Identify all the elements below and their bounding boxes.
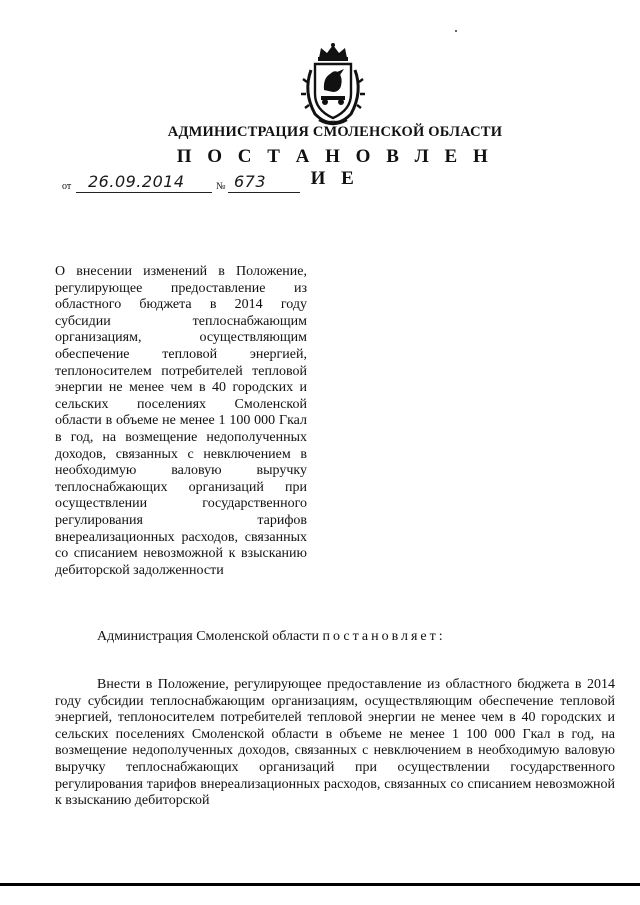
coat-of-arms-icon bbox=[297, 42, 369, 126]
scan-speck bbox=[455, 30, 457, 32]
number-label: № bbox=[216, 181, 226, 192]
decree-statement bbox=[97, 629, 446, 645]
date-label: от bbox=[62, 181, 72, 192]
document-type-title: П О С Т А Н О В Л Е Н И Е bbox=[176, 146, 494, 189]
body-paragraph: Внести в Положение, регулирующее предоставление из областного бюджета в 2014 году субсидии теплоснабжающим организациям, осуществляющим обеспечение тепловой энергией, теплоносителем потребителей тепловой энергии не менее чем в 40 городских и сельских поселениях Смоленской области в объеме не менее 1 100 000 Гкал в год, на возмещение недополученных доходов, связанных с невключением в необходимую валовую выручку теплоснабжающих организаций при осуществлении государственного регулирования тарифов внереализационных расходов, связанных со списанием невозможной к взысканию дебиторской bbox=[55, 677, 615, 809]
date-underline bbox=[76, 192, 212, 193]
agency-title: АДМИНИСТРАЦИЯ СМОЛЕНСКОЙ ОБЛАСТИ bbox=[167, 124, 503, 140]
handwritten-number: 673 bbox=[234, 172, 267, 191]
number-underline bbox=[228, 192, 300, 193]
decree-verb: постановляет: bbox=[322, 629, 446, 644]
decree-lead: Администрация Смоленской области bbox=[97, 629, 320, 644]
document-date-number bbox=[62, 172, 322, 196]
document-subject: О внесении изменений в Положение, регулирующее предоставление из областного бюджета в 2014 году субсидии теплоснабжающим организациям, осуществляющим обеспечение тепловой энергией, теплоносителем потребителей тепловой энергии не менее чем в 40 городских и сельских поселениях Смоленской области в объеме не менее 1 100 000 Гкал в год, на возмещение недополученных доходов, связанных с невключением в необходимую валовую выручку теплоснабжающих организаций при осуществлении государственного регулирования тарифов внереализационных расходов, связанных со списанием невозможной к взысканию дебиторской задолженности bbox=[55, 264, 307, 578]
page-bottom-border bbox=[0, 883, 640, 886]
handwritten-date: 26.09.2014 bbox=[88, 172, 185, 191]
